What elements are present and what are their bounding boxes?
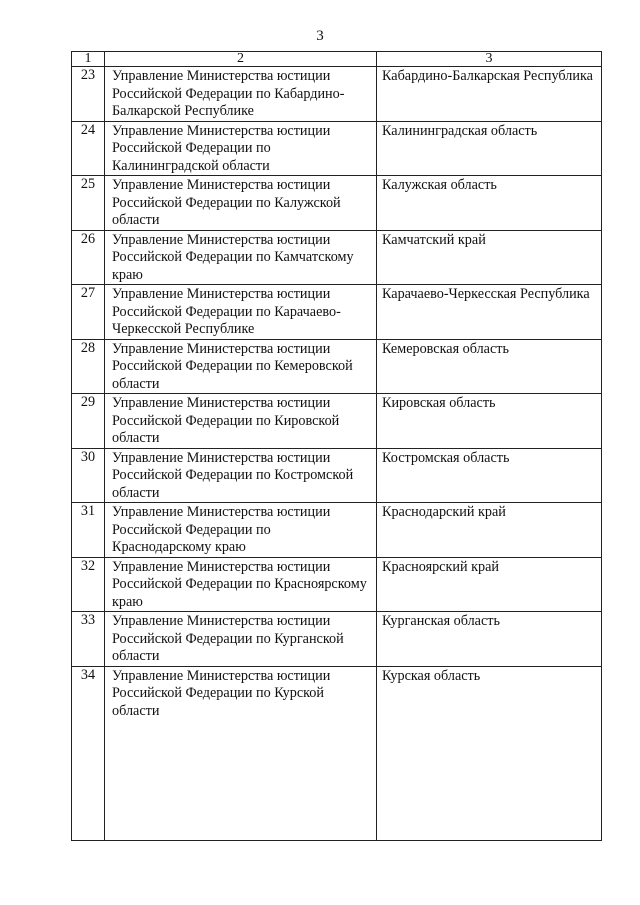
row-number: 27 — [72, 285, 105, 340]
organization-cell: Управление Министерства юстиции Российской Федерации по Красноярскому краю — [105, 557, 377, 612]
organization-cell: Управление Министерства юстиции Российской Федерации по Краснодарскому краю — [105, 503, 377, 558]
table-row — [72, 285, 602, 340]
region-cell: Калининградская область — [377, 121, 602, 176]
row-number: 26 — [72, 230, 105, 285]
organization-cell: Управление Министерства юстиции Российской Федерации по Кировской области — [105, 394, 377, 449]
header-row — [72, 52, 602, 67]
region-cell: Курская область — [377, 666, 602, 840]
table-row — [72, 448, 602, 503]
organization-cell: Управление Министерства юстиции Российской Федерации по Камчатскому краю — [105, 230, 377, 285]
organization-cell: Управление Министерства юстиции Российской Федерации по Костромской области — [105, 448, 377, 503]
table-row — [72, 67, 602, 122]
organization-cell: Управление Министерства юстиции Российской Федерации по Курганской области — [105, 612, 377, 667]
column-header-region: 3 — [377, 52, 602, 67]
table-row — [72, 230, 602, 285]
table-row — [72, 394, 602, 449]
registry-table — [71, 51, 602, 841]
organization-cell: Управление Министерства юстиции Российской Федерации по Калининградской области — [105, 121, 377, 176]
region-cell: Камчатский край — [377, 230, 602, 285]
page-number: 3 — [316, 28, 324, 44]
table-row — [72, 666, 602, 840]
column-header-number: 1 — [72, 52, 105, 67]
table-row — [72, 339, 602, 394]
row-number: 25 — [72, 176, 105, 231]
row-number: 28 — [72, 339, 105, 394]
table-row — [72, 612, 602, 667]
table-row — [72, 121, 602, 176]
row-number: 33 — [72, 612, 105, 667]
organization-cell: Управление Министерства юстиции Российской Федерации по Калужской области — [105, 176, 377, 231]
region-cell: Костромская область — [377, 448, 602, 503]
region-cell: Кировская область — [377, 394, 602, 449]
region-cell: Карачаево-Черкесская Республика — [377, 285, 602, 340]
region-cell: Калужская область — [377, 176, 602, 231]
row-number: 30 — [72, 448, 105, 503]
table-row — [72, 503, 602, 558]
organization-cell: Управление Министерства юстиции Российской Федерации по Кемеровской области — [105, 339, 377, 394]
region-cell: Красноярский край — [377, 557, 602, 612]
row-number: 24 — [72, 121, 105, 176]
organization-cell: Управление Министерства юстиции Российской Федерации по Карачаево-Черкесской Республике — [105, 285, 377, 340]
region-cell: Курганская область — [377, 612, 602, 667]
organization-cell: Управление Министерства юстиции Российской Федерации по Кабардино-Балкарской Республике — [105, 67, 377, 122]
table-row — [72, 176, 602, 231]
row-number: 29 — [72, 394, 105, 449]
row-number: 23 — [72, 67, 105, 122]
region-cell: Кабардино-Балкарская Республика — [377, 67, 602, 122]
region-cell: Краснодарский край — [377, 503, 602, 558]
table-row — [72, 557, 602, 612]
region-cell: Кемеровская область — [377, 339, 602, 394]
organization-cell: Управление Министерства юстиции Российской Федерации по Курской области — [105, 666, 377, 840]
row-number: 34 — [72, 666, 105, 840]
row-number: 31 — [72, 503, 105, 558]
column-header-organization: 2 — [105, 52, 377, 67]
row-number: 32 — [72, 557, 105, 612]
